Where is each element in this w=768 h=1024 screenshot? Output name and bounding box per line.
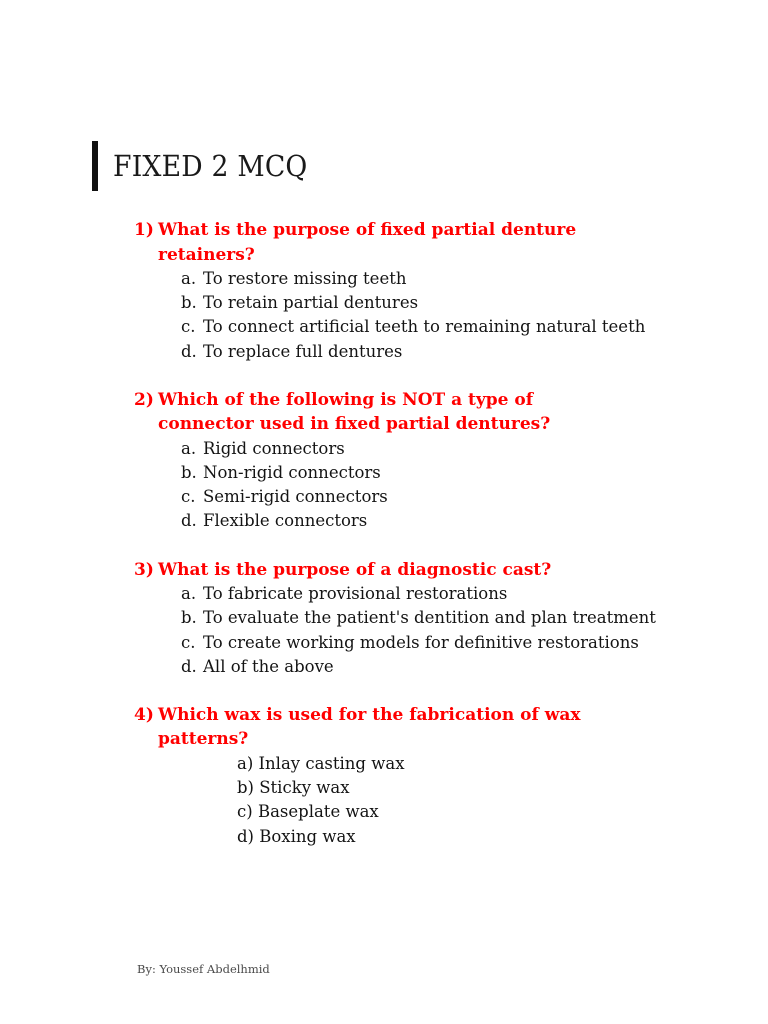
option-item: [181, 340, 673, 364]
option-text: Inlay casting wax: [258, 753, 405, 773]
option-item: [181, 461, 673, 485]
option-item: [181, 606, 673, 630]
option-text: To replace full dentures: [203, 341, 403, 361]
question-3: [0, 558, 768, 679]
option-item: [181, 291, 673, 315]
option-letter: c.: [181, 317, 196, 337]
option-letter: b.: [181, 293, 197, 313]
option-letter: b.: [181, 608, 197, 628]
option-item: [237, 752, 768, 776]
option-text: Baseplate wax: [257, 802, 379, 822]
option-letter: b): [237, 778, 254, 798]
option-item: [237, 825, 768, 849]
title-accent-bar: [92, 141, 98, 191]
option-text: Non-rigid connectors: [203, 463, 381, 483]
option-text: To fabricate provisional restorations: [203, 584, 508, 604]
question-list: [0, 218, 768, 873]
question-text: [134, 218, 628, 267]
option-item: [237, 776, 768, 800]
option-item: [181, 509, 673, 533]
option-letter: a.: [181, 438, 197, 458]
question-text: [134, 703, 628, 752]
question-number: 4): [134, 704, 154, 725]
question-number: 1): [134, 220, 154, 240]
question-2: [0, 388, 768, 534]
option-text: To restore missing teeth: [203, 269, 407, 288]
option-item: [181, 267, 673, 291]
question-prompt: Which wax is used for the fabrication of wax patterns?: [158, 704, 581, 750]
title-block: [92, 141, 324, 191]
option-list: [0, 437, 768, 534]
option-letter: a.: [181, 584, 197, 604]
option-text: To connect artificial teeth to remaining natural teeth: [203, 317, 646, 337]
option-letter: a.: [181, 269, 197, 288]
author-footer: By: Youssef Abdelhmid: [137, 962, 270, 976]
option-list: [0, 752, 768, 849]
option-text: Semi-rigid connectors: [203, 487, 388, 507]
option-letter: d.: [181, 341, 197, 361]
option-text: To create working models for definitive restorations: [203, 632, 639, 652]
question-prompt: Which of the following is NOT a type of connector used in fixed partial dentures?: [158, 389, 551, 435]
option-letter: c): [237, 802, 253, 822]
option-letter: d.: [181, 511, 197, 531]
option-letter: c.: [181, 632, 196, 652]
question-number: 3): [134, 559, 154, 580]
option-letter: c.: [181, 487, 196, 507]
option-text: To retain partial dentures: [203, 293, 419, 313]
option-item: [181, 315, 673, 339]
page-title: FIXED 2 MCQ: [113, 148, 308, 183]
option-item: [181, 655, 673, 679]
option-text: To evaluate the patient's dentition and plan treatment: [203, 608, 656, 628]
option-letter: b.: [181, 463, 197, 483]
question-1: [0, 218, 768, 364]
option-item: [181, 485, 673, 509]
option-item: [181, 631, 673, 655]
question-4: [0, 703, 768, 849]
question-prompt: What is the purpose of fixed partial denture retainers?: [158, 220, 577, 265]
option-item: [237, 800, 768, 824]
question-prompt: What is the purpose of a diagnostic cast?: [158, 559, 552, 580]
option-text: Flexible connectors: [203, 511, 368, 531]
option-text: Sticky wax: [259, 778, 350, 798]
option-text: Boxing wax: [259, 826, 356, 846]
option-text: Rigid connectors: [203, 438, 345, 458]
option-letter: d): [237, 826, 254, 846]
option-list: [0, 267, 768, 364]
option-letter: d.: [181, 656, 197, 676]
question-number: 2): [134, 389, 154, 410]
option-list: [0, 582, 768, 679]
option-letter: a): [237, 753, 254, 773]
option-text: All of the above: [203, 656, 334, 676]
question-text: [134, 388, 628, 437]
option-item: [181, 582, 673, 606]
option-item: [181, 437, 673, 461]
question-text: [134, 558, 628, 583]
